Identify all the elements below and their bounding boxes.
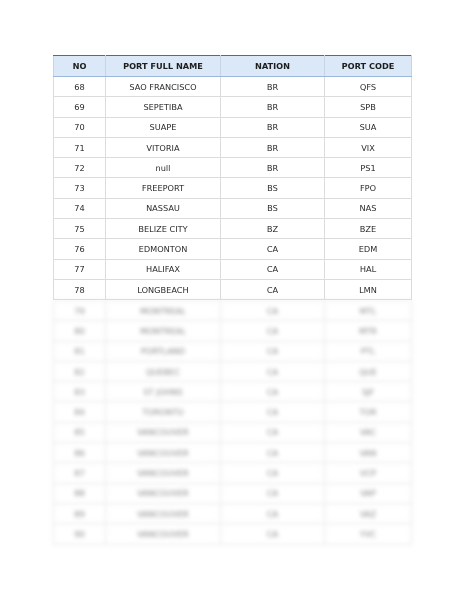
table-row	[54, 301, 412, 321]
cell-nation: BR	[221, 137, 325, 157]
cell-nation: BR	[221, 97, 325, 117]
cell-port-name: null	[106, 158, 221, 178]
cell-port-name: VANCOUVER	[106, 483, 221, 503]
table-row	[54, 443, 412, 463]
cell-port-code: NAS	[325, 198, 412, 218]
cell-port-name: QUEBEC	[106, 361, 221, 381]
cell-nation: CA	[221, 239, 325, 259]
cell-no: 88	[54, 483, 106, 503]
cell-port-name: SAO FRANCISCO	[106, 77, 221, 97]
cell-port-name: VANCOUVER	[106, 503, 221, 523]
table-row	[54, 463, 412, 483]
table-row	[54, 137, 412, 157]
cell-port-code: SJF	[325, 382, 412, 402]
cell-port-code: VAC	[325, 422, 412, 442]
cell-no: 68	[54, 77, 106, 97]
table-row	[54, 259, 412, 279]
header-port-code: PORT CODE	[325, 56, 412, 77]
cell-no: 89	[54, 503, 106, 523]
cell-port-code: MTR	[325, 321, 412, 341]
cell-nation: CA	[221, 483, 325, 503]
cell-nation: BS	[221, 198, 325, 218]
cell-no: 69	[54, 97, 106, 117]
cell-port-name: MONTREAL	[106, 301, 221, 321]
table-row	[54, 402, 412, 422]
blurred-table-section	[53, 300, 411, 545]
cell-port-name: SEPETIBA	[106, 97, 221, 117]
cell-port-code: VAZ	[325, 503, 412, 523]
cell-port-name: MONTREAL	[106, 321, 221, 341]
cell-port-name: VANCOUVER	[106, 422, 221, 442]
table-row	[54, 483, 412, 503]
cell-port-code: TOR	[325, 402, 412, 422]
cell-nation: CA	[221, 402, 325, 422]
table-row	[54, 524, 412, 544]
table-row	[54, 158, 412, 178]
cell-port-name: PORTLAND	[106, 341, 221, 361]
cell-port-name: HALIFAX	[106, 259, 221, 279]
cell-port-code: QUE	[325, 361, 412, 381]
cell-nation: CA	[221, 422, 325, 442]
cell-port-code: QFS	[325, 77, 412, 97]
cell-no: 71	[54, 137, 106, 157]
cell-port-name: NASSAU	[106, 198, 221, 218]
table-row	[54, 77, 412, 97]
header-nation: NATION	[221, 56, 325, 77]
cell-port-code: MTL	[325, 301, 412, 321]
table-row	[54, 321, 412, 341]
cell-no: 80	[54, 321, 106, 341]
cell-port-code: VIX	[325, 137, 412, 157]
cell-port-code: SPB	[325, 97, 412, 117]
cell-port-name: FREEPORT	[106, 178, 221, 198]
table-row	[54, 382, 412, 402]
cell-nation: BR	[221, 158, 325, 178]
cell-port-code: HAL	[325, 259, 412, 279]
cell-no: 82	[54, 361, 106, 381]
cell-port-name: BELIZE CITY	[106, 219, 221, 239]
table-row	[54, 97, 412, 117]
cell-port-code: VAP	[325, 483, 412, 503]
cell-no: 85	[54, 422, 106, 442]
table-row	[54, 361, 412, 381]
cell-no: 74	[54, 198, 106, 218]
cell-no: 77	[54, 259, 106, 279]
cell-port-code: FPO	[325, 178, 412, 198]
cell-nation: BR	[221, 117, 325, 137]
cell-no: 83	[54, 382, 106, 402]
cell-port-code: SUA	[325, 117, 412, 137]
table-row	[54, 219, 412, 239]
cell-port-code: PS1	[325, 158, 412, 178]
cell-port-code: LMN	[325, 279, 412, 299]
cell-nation: CA	[221, 503, 325, 523]
cell-no: 86	[54, 443, 106, 463]
port-table	[53, 55, 411, 300]
cell-nation: CA	[221, 341, 325, 361]
cell-port-name: LONGBEACH	[106, 279, 221, 299]
table-row	[54, 503, 412, 523]
cell-no: 87	[54, 463, 106, 483]
cell-port-name: VITORIA	[106, 137, 221, 157]
cell-port-code: VAN	[325, 443, 412, 463]
table-row	[54, 198, 412, 218]
cell-nation: CA	[221, 463, 325, 483]
cell-port-code: YVC	[325, 524, 412, 544]
cell-no: 70	[54, 117, 106, 137]
header-port-full-name: PORT FULL NAME	[106, 56, 221, 77]
header-no: NO	[54, 56, 106, 77]
cell-nation: BR	[221, 77, 325, 97]
cell-nation: CA	[221, 279, 325, 299]
cell-nation: BS	[221, 178, 325, 198]
cell-no: 76	[54, 239, 106, 259]
cell-port-name: SUAPE	[106, 117, 221, 137]
cell-port-name: VANCOUVER	[106, 524, 221, 544]
cell-nation: CA	[221, 524, 325, 544]
cell-port-code: VCP	[325, 463, 412, 483]
cell-no: 84	[54, 402, 106, 422]
cell-no: 79	[54, 301, 106, 321]
cell-no: 75	[54, 219, 106, 239]
cell-nation: CA	[221, 443, 325, 463]
cell-nation: CA	[221, 321, 325, 341]
table-row	[54, 341, 412, 361]
cell-port-code: BZE	[325, 219, 412, 239]
cell-nation: CA	[221, 301, 325, 321]
cell-port-name: VANCOUVER	[106, 443, 221, 463]
cell-port-code: PTL	[325, 341, 412, 361]
cell-no: 78	[54, 279, 106, 299]
cell-port-name: TORONTO	[106, 402, 221, 422]
cell-nation: BZ	[221, 219, 325, 239]
cell-nation: CA	[221, 382, 325, 402]
cell-nation: CA	[221, 361, 325, 381]
cell-port-name: ST JOHNS	[106, 382, 221, 402]
table-row	[54, 422, 412, 442]
cell-port-name: VANCOUVER	[106, 463, 221, 483]
cell-no: 73	[54, 178, 106, 198]
cell-no: 72	[54, 158, 106, 178]
cell-nation: CA	[221, 259, 325, 279]
table-header	[54, 56, 412, 77]
cell-port-code: EDM	[325, 239, 412, 259]
cell-no: 81	[54, 341, 106, 361]
table-row	[54, 279, 412, 299]
table-row	[54, 117, 412, 137]
cell-port-name: EDMONTON	[106, 239, 221, 259]
cell-no: 90	[54, 524, 106, 544]
table-row	[54, 178, 412, 198]
table-row	[54, 239, 412, 259]
